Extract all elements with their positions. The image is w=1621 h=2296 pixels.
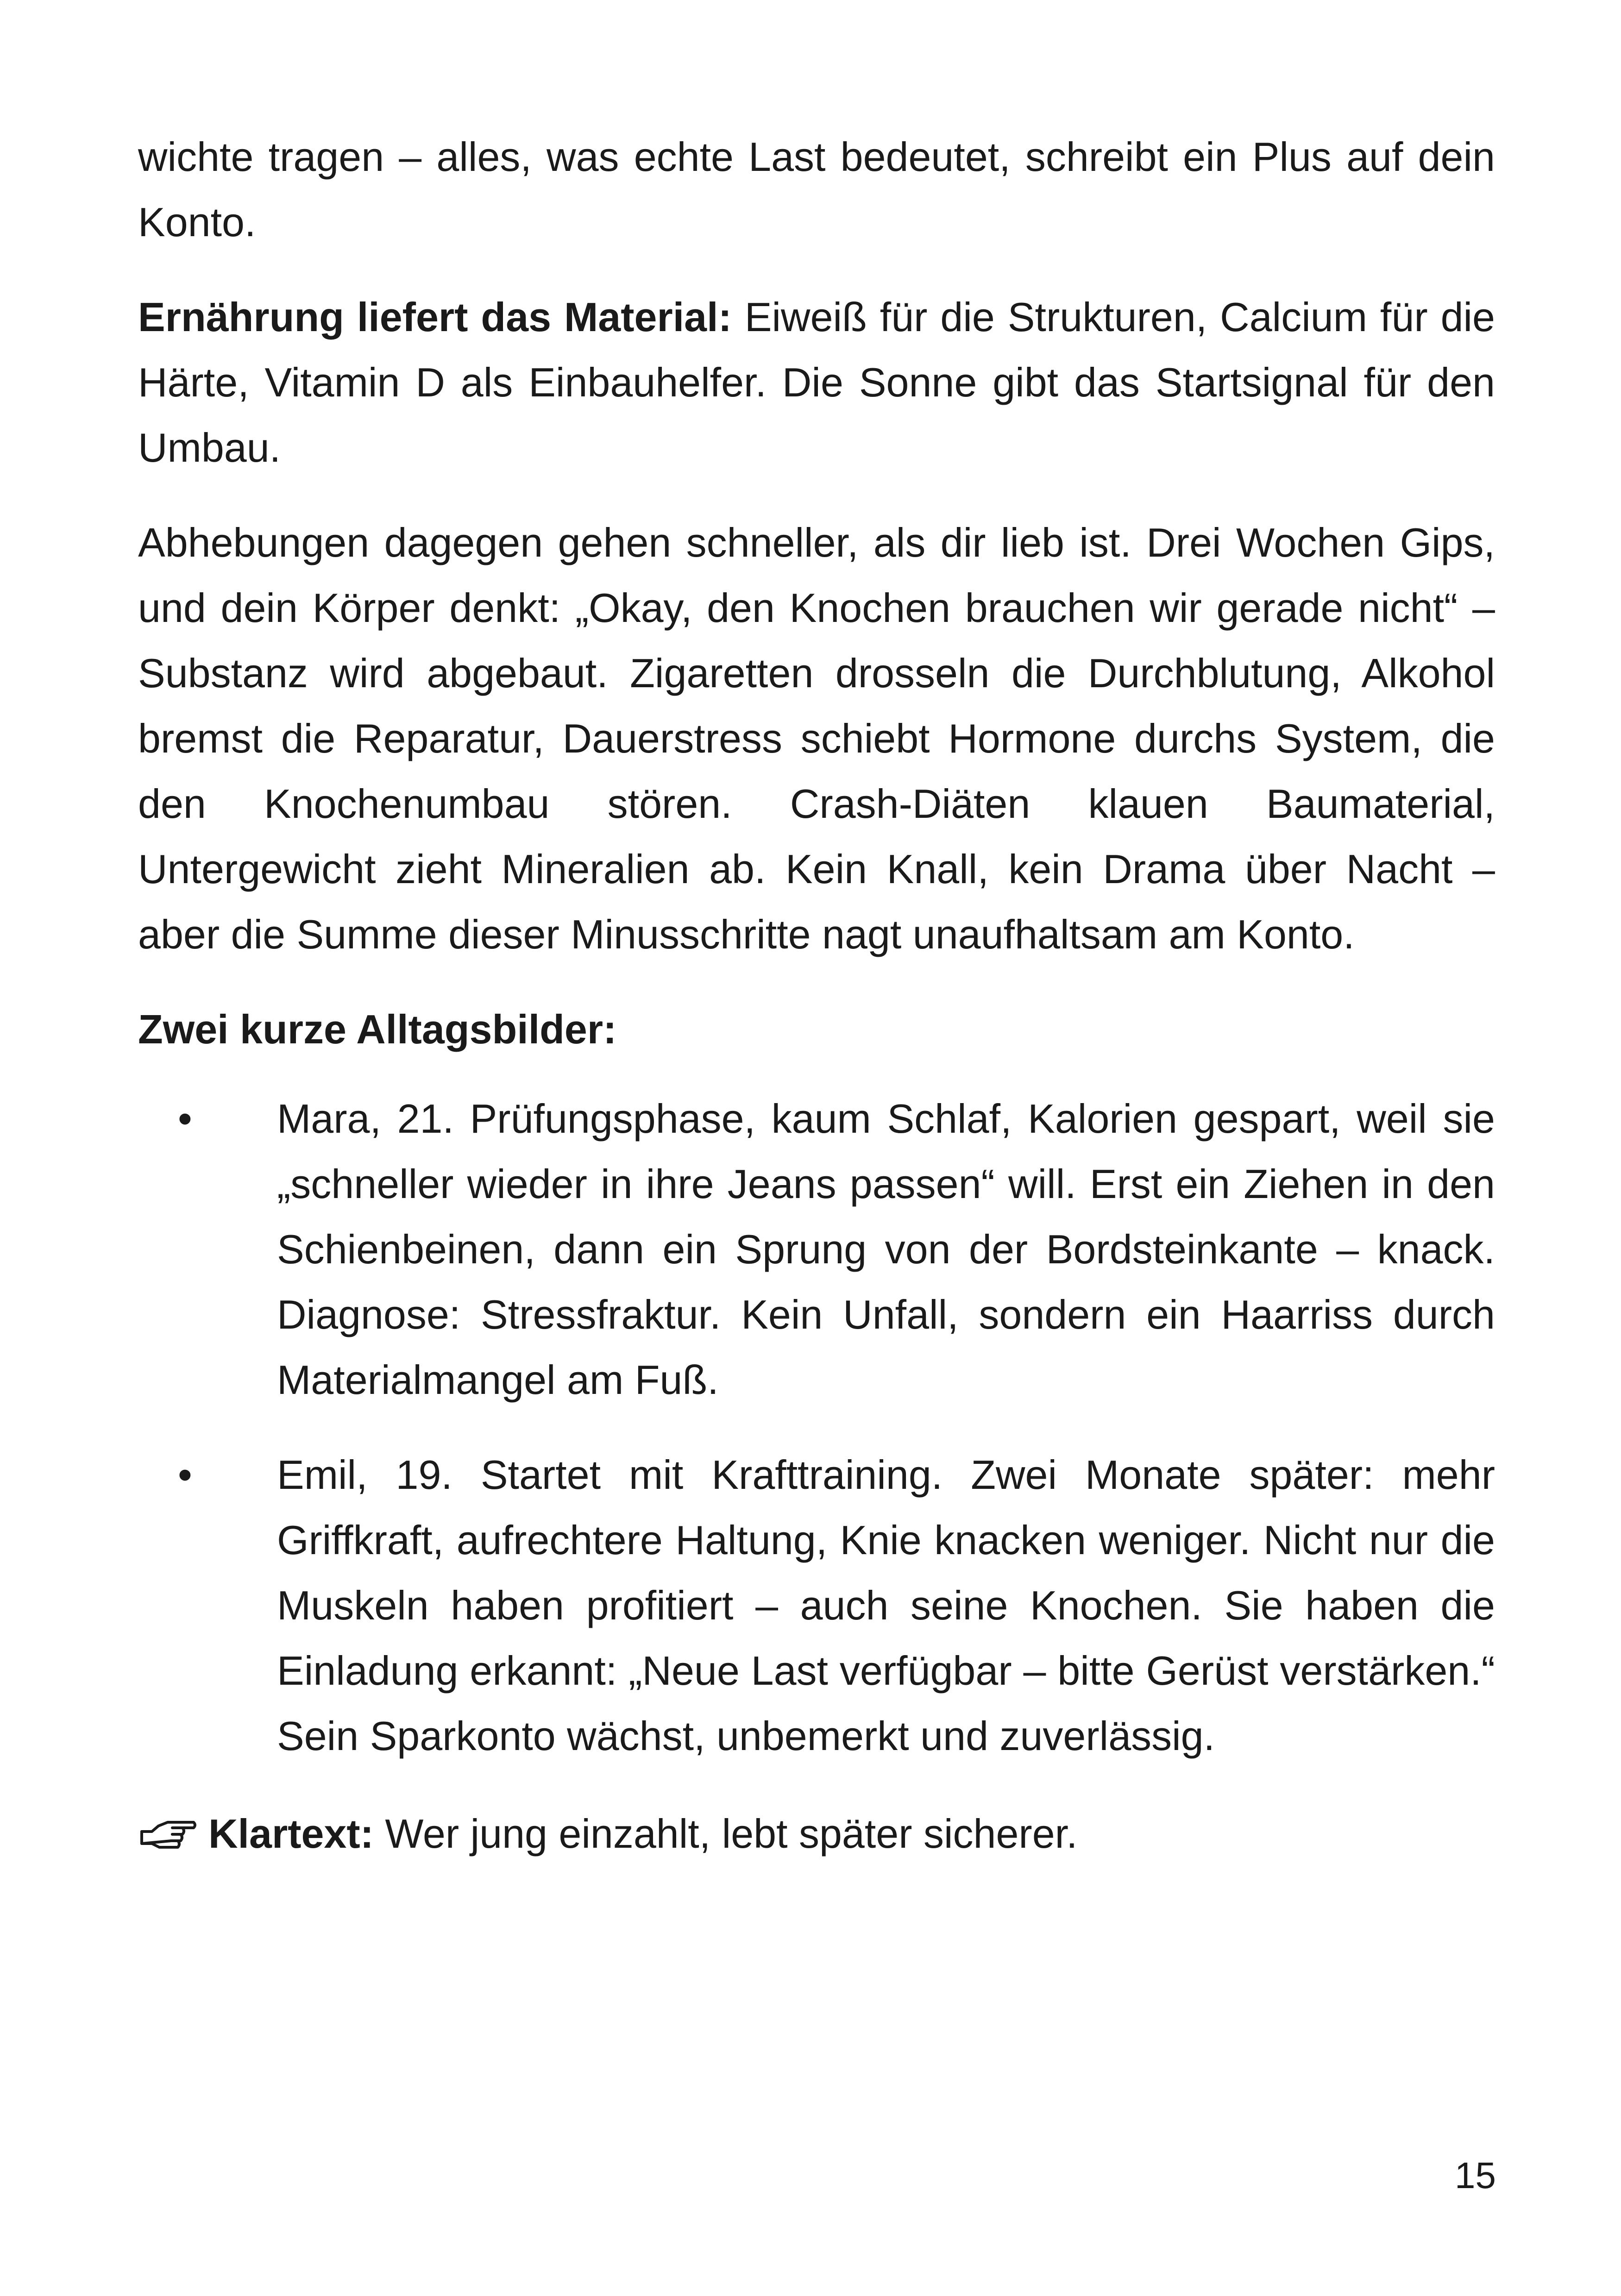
page-number: 15 (1455, 2155, 1496, 2196)
section-heading: Zwei kurze Alltagsbilder: (138, 1006, 617, 1052)
list-item (138, 1086, 1495, 1412)
list-item-text: Emil, 19. Startet mit Krafttraining. Zwei Monate später: mehr Griffkraft, aufrechtere Haltung, Knie knacken weniger. Nicht nur die Muskeln haben profitiert – auch seine Knochen. Sie haben die Einladung erkannt: „Neue Last verfügbar – bitte Gerüst verstärken.“ Sein Sparkonto wächst, unbemerkt und zuverlässig. (277, 1452, 1495, 1759)
bullet-marker: • (178, 1452, 192, 1498)
bullet-marker: • (178, 1096, 192, 1142)
bullet-list (138, 1086, 1495, 1769)
klartext-label: Klartext: (208, 1811, 374, 1857)
page-content (138, 124, 1495, 1866)
paragraph-2 (138, 284, 1495, 480)
pointing-hand-icon (138, 1813, 198, 1855)
klartext-text: Wer jung einzahlt, lebt später sicherer. (373, 1811, 1078, 1857)
klartext-content (208, 1801, 1078, 1866)
paragraph-2-text: Eiweiß für die Strukturen, Calcium für die Härte, Vitamin D als Einbauhelfer. Die Sonne gibt das Startsignal für den Umbau. (138, 294, 1495, 470)
paragraph-1: wichte tragen – alles, was echte Last bedeutet, schreibt ein Plus auf dein Konto. (138, 134, 1495, 245)
list-item-text: Mara, 21. Prüfungsphase, kaum Schlaf, Kalorien gespart, weil sie „schneller wieder in ihre Jeans passen“ will. Erst ein Ziehen in den Schienbeinen, dann ein Sprung von der Bordsteinkante – knack. Diagnose: Stressfraktur. Kein Unfall, sondern ein Haarriss durch Materialmangel am Fuß. (277, 1096, 1495, 1403)
klartext-note (138, 1801, 1495, 1866)
paragraph-2-bold-lead: Ernährung liefert das Material: (138, 294, 732, 340)
paragraph-3: Abhebungen dagegen gehen schneller, als dir lieb ist. Drei Wochen Gips, und dein Körper denkt: „Okay, den Knochen brauchen wir gerade nicht“ – Substanz wird abgebaut. Zigaretten drosseln die Durchblutung, Alkohol bremst die Reparatur, Dauerstress schiebt Hormone durchs System, die den Knochenumbau stören. Crash-Diäten klauen Baumaterial, Untergewicht zieht Mineralien ab. Kein Knall, kein Drama über Nacht – aber die Summe dieser Minusschritte nagt unaufhaltsam am Konto. (138, 520, 1495, 957)
list-item (138, 1442, 1495, 1769)
